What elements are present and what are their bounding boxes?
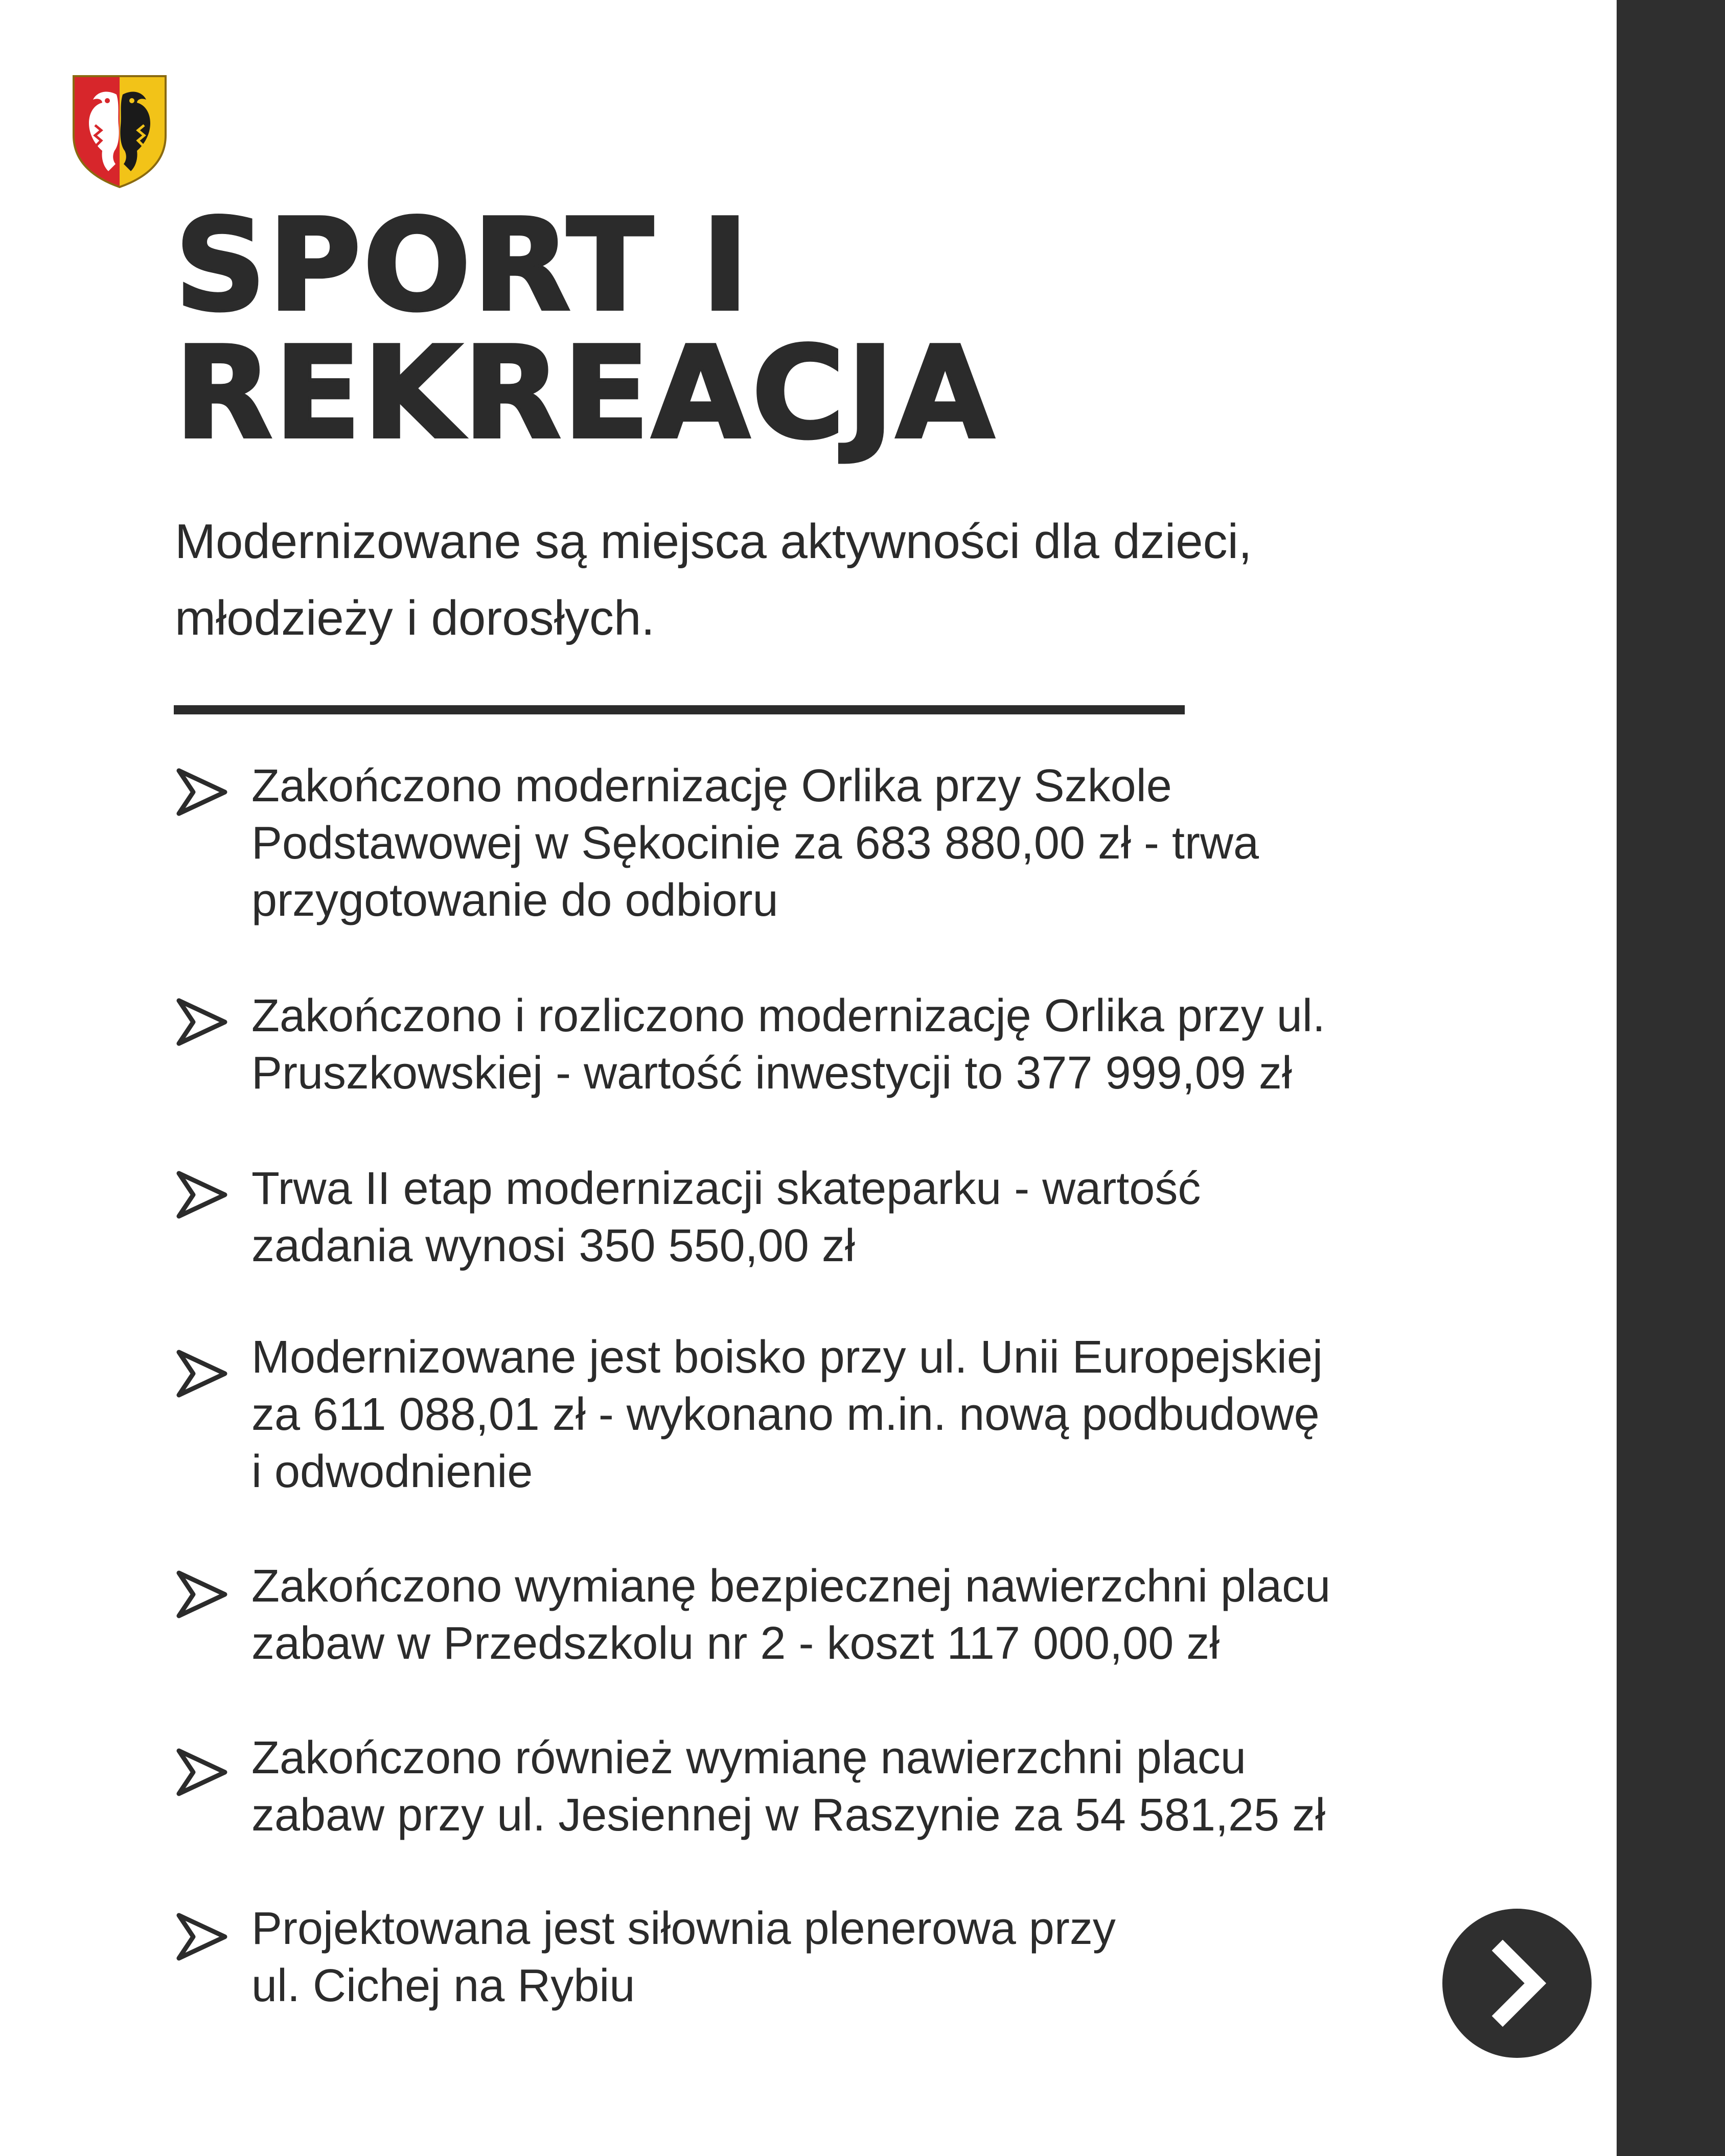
list-item-text: Zakończono modernizację Orlika przy Szkole Podstawowej w Sękocinie za 683 880,00 zł - trwa przygotowanie do odbioru (251, 760, 1259, 926)
subtitle-line: młodzieży i dorosłych. (175, 591, 655, 645)
list-item-text: Projektowana jest siłownia plenerowa przy ul. Cichej na Rybiu (251, 1903, 1116, 2011)
subtitle-line: Modernizowane są miejsca aktywności dla dzieci, (175, 514, 1252, 569)
list-item-text: Zakończono wymianę bezpiecznej nawierzchni placu zabaw w Przedszkolu nr 2 - koszt 117 000,00 zł (251, 1561, 1331, 1669)
arrow-right-outline-icon (174, 1911, 230, 1962)
list-item-text: Zakończono również wymianę nawierzchni placu zabaw przy ul. Jesiennej w Raszynie za 54 581,25 zł (251, 1732, 1326, 1841)
list-item-text: Trwa II etap modernizacji skateparku - wartość zadania wynosi 350 550,00 zł (251, 1163, 1201, 1271)
next-page-button[interactable] (1442, 1909, 1592, 2058)
arrow-right-outline-icon (174, 1747, 230, 1798)
side-bar (1617, 0, 1725, 2156)
arrow-right-outline-icon (174, 1569, 230, 1620)
arrow-right-outline-icon (174, 1169, 230, 1220)
title-line: SPORT I (175, 192, 751, 339)
list-item-text: Zakończono i rozliczono modernizację Orlika przy ul. Pruszkowskiej - wartość inwestycji to 377 999,09 zł (251, 990, 1325, 1099)
list-item-text: Modernizowane jest boisko przy ul. Unii Europejskiej za 611 088,01 zł - wykonano m.in. nową podbudowę i odwodnienie (251, 1332, 1323, 1497)
chevron-right-icon (1442, 1909, 1592, 2058)
arrow-right-outline-icon (174, 767, 230, 818)
arrow-right-outline-icon (174, 1348, 230, 1399)
arrow-right-outline-icon (174, 996, 230, 1048)
title-line: REKREACJA (175, 320, 997, 467)
